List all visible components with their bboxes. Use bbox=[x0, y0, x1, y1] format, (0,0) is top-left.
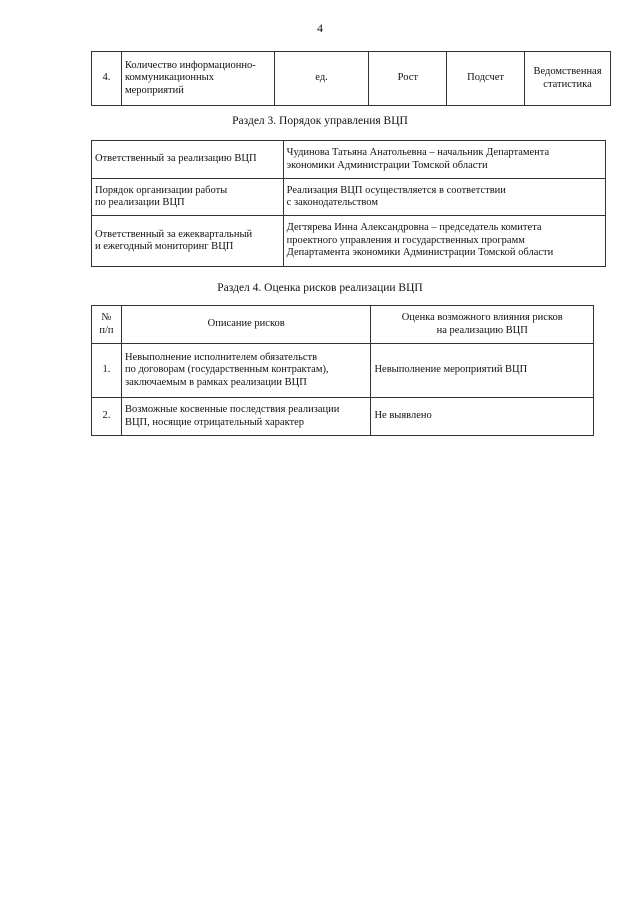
text-line: Чудинова Татьяна Анатольевна – начальник Департамента bbox=[286, 147, 550, 158]
row-value bbox=[283, 216, 605, 267]
indicator-table bbox=[91, 51, 611, 106]
header-number bbox=[92, 306, 122, 344]
risk-description bbox=[121, 398, 371, 436]
text-line: Количество информационно- bbox=[124, 59, 256, 71]
text-line: Реализация ВЦП осуществляется в соответствии bbox=[286, 184, 506, 196]
risks-table bbox=[91, 305, 594, 436]
header-impact bbox=[371, 306, 594, 344]
table-row bbox=[92, 398, 594, 436]
text-line: проектного управления и государственных программ bbox=[286, 234, 525, 246]
risk-impact: Не выявлено bbox=[371, 398, 594, 436]
header-description: Описание рисков bbox=[121, 306, 371, 344]
row-value bbox=[283, 141, 605, 179]
row-label bbox=[92, 216, 284, 267]
table-header-row bbox=[92, 306, 594, 344]
text-line: № bbox=[101, 312, 112, 323]
row-number: 2. bbox=[92, 398, 122, 436]
data-source bbox=[525, 52, 611, 106]
row-label bbox=[92, 179, 284, 216]
unit: ед. bbox=[274, 52, 369, 106]
risk-description bbox=[121, 344, 371, 398]
text-line: Ответственный за реализацию ВЦП bbox=[95, 153, 257, 165]
text-line: по договорам (государственным контрактам), bbox=[124, 364, 329, 376]
section4-title: Раздел 4. Оценка рисков реализации ВЦП bbox=[217, 282, 423, 294]
text-line: по реализации ВЦП bbox=[95, 197, 185, 208]
risk-impact: Невыполнение мероприятий ВЦП bbox=[371, 344, 594, 398]
text-line: Невыполнение исполнителем обязательств bbox=[124, 351, 318, 363]
row-number: 1. bbox=[92, 344, 122, 398]
text-line: п/п bbox=[99, 324, 114, 336]
text-line: Ведомственная bbox=[533, 66, 602, 77]
table-row bbox=[92, 141, 606, 179]
indicator-name bbox=[121, 52, 274, 106]
calc-method: Подсчет bbox=[447, 52, 525, 106]
text-line: коммуникационных bbox=[124, 72, 214, 84]
text-line: мероприятий bbox=[124, 84, 184, 96]
management-table bbox=[91, 140, 606, 267]
row-label bbox=[92, 141, 284, 179]
text-line: статистика bbox=[543, 78, 592, 90]
text-line: Возможные косвенные последствия реализации bbox=[124, 404, 340, 415]
text-line: Департамента экономики Администрации Томской области bbox=[286, 247, 554, 259]
table-row bbox=[92, 216, 606, 267]
text-line: Порядок организации работы bbox=[95, 184, 228, 196]
table-row bbox=[92, 52, 611, 106]
text-line: Ответственный за ежеквартальный bbox=[95, 228, 253, 240]
text-line: ВЦП, носящие отрицательный характер bbox=[124, 416, 305, 428]
section3-title: Раздел 3. Порядок управления ВЦП bbox=[232, 115, 408, 127]
text-line: заключаемым в рамках реализации ВЦП bbox=[124, 376, 307, 388]
text-line: Дегтярева Инна Александровна – председатель комитета bbox=[286, 222, 542, 234]
table-row bbox=[92, 179, 606, 216]
trend: Рост bbox=[369, 52, 447, 106]
text-line: на реализацию ВЦП bbox=[436, 324, 528, 336]
text-line: Оценка возможного влияния рисков bbox=[401, 312, 563, 323]
text-line: экономики Администрации Томской области bbox=[286, 159, 488, 171]
row-value bbox=[283, 179, 605, 216]
table-row bbox=[92, 344, 594, 398]
row-number: 4. bbox=[92, 52, 122, 106]
text-line: с законодательством bbox=[286, 197, 378, 208]
page-number: 4 bbox=[317, 21, 323, 35]
text-line: и ежегодный мониторинг ВЦП bbox=[95, 241, 234, 252]
